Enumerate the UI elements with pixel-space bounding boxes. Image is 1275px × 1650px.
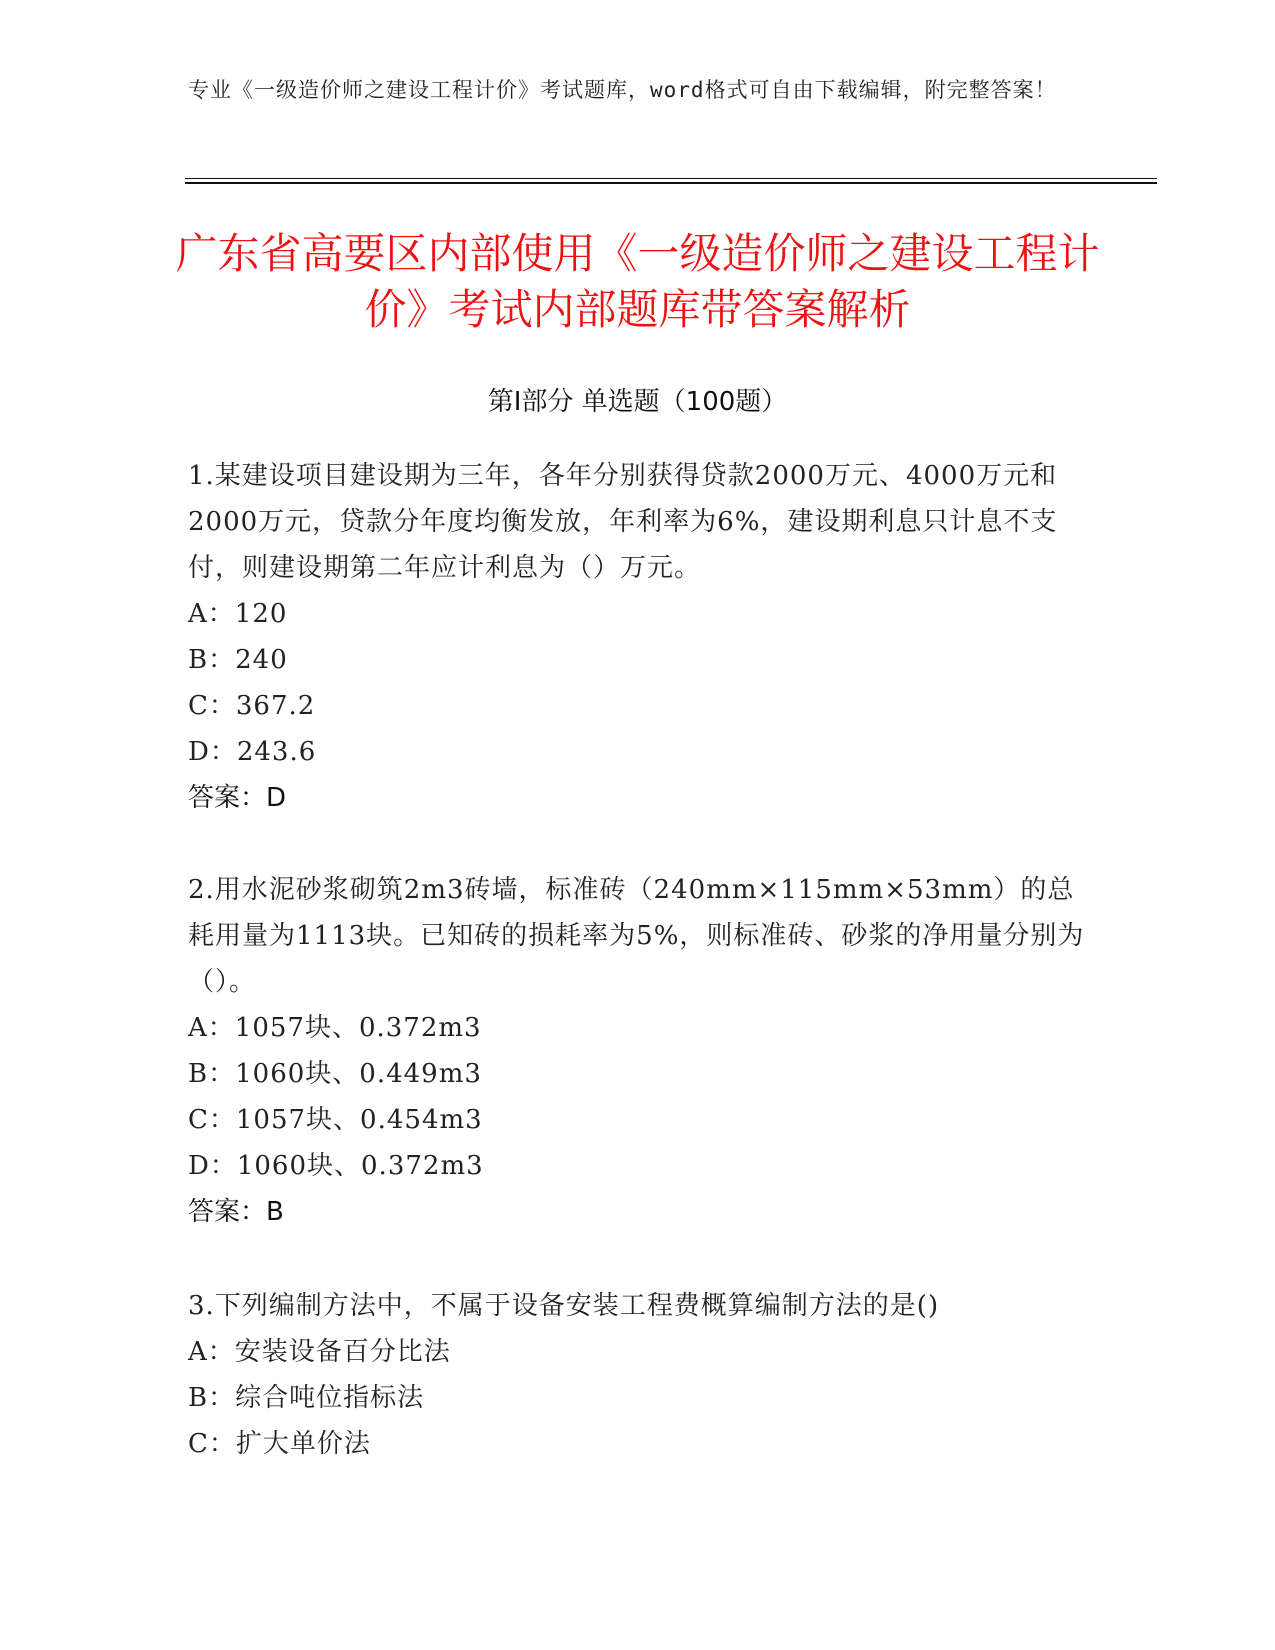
question-stem: 3.下列编制方法中，不属于设备安装工程费概算编制方法的是() [188, 1291, 940, 1321]
answer: 答案：D [188, 783, 287, 813]
option-a: A：安装设备百分比法 [188, 1337, 451, 1367]
header-divider-thin [185, 178, 1157, 179]
option-c: C：367.2 [188, 691, 316, 721]
answer: 答案：B [188, 1197, 284, 1227]
question-3 [188, 1283, 1088, 1467]
option-b: B：240 [188, 645, 288, 675]
section-heading: 第Ⅰ部分 单选题（100题） [487, 387, 788, 417]
option-a: A：1057块、0.372m3 [188, 1013, 482, 1043]
option-a: A：120 [188, 599, 288, 629]
option-b: B：综合吨位指标法 [188, 1383, 425, 1413]
option-c: C：1057块、0.454m3 [188, 1105, 483, 1135]
header-divider-thick [185, 182, 1157, 184]
option-c: C：扩大单价法 [188, 1429, 371, 1459]
question-2 [188, 867, 1088, 1235]
question-stem: 1.某建设项目建设期为三年，各年分别获得贷款2000万元、4000万元和2000万元，贷款分年度均衡发放，年利率为6%，建设期利息只计息不支付，则建设期第二年应计利息为（）万元。 [188, 461, 1058, 583]
question-stem: 2.用水泥砂浆砌筑2m3砖墙，标准砖（240mm×115mm×53mm）的总耗用量为1113块。已知砖的损耗率为5%，则标准砖、砂浆的净用量分别为（）。 [188, 875, 1085, 997]
option-b: B：1060块、0.449m3 [188, 1059, 482, 1089]
question-1 [188, 453, 1088, 821]
option-d: D：243.6 [188, 737, 317, 767]
option-d: D：1060块、0.372m3 [188, 1151, 484, 1181]
document-title: 广东省高要区内部使用《一级造价师之建设工程计价》考试内部题库带答案解析 [175, 229, 1100, 334]
header-note: 专业《一级造价师之建设工程计价》考试题库，word格式可自由下载编辑，附完整答案！ [188, 78, 1057, 102]
